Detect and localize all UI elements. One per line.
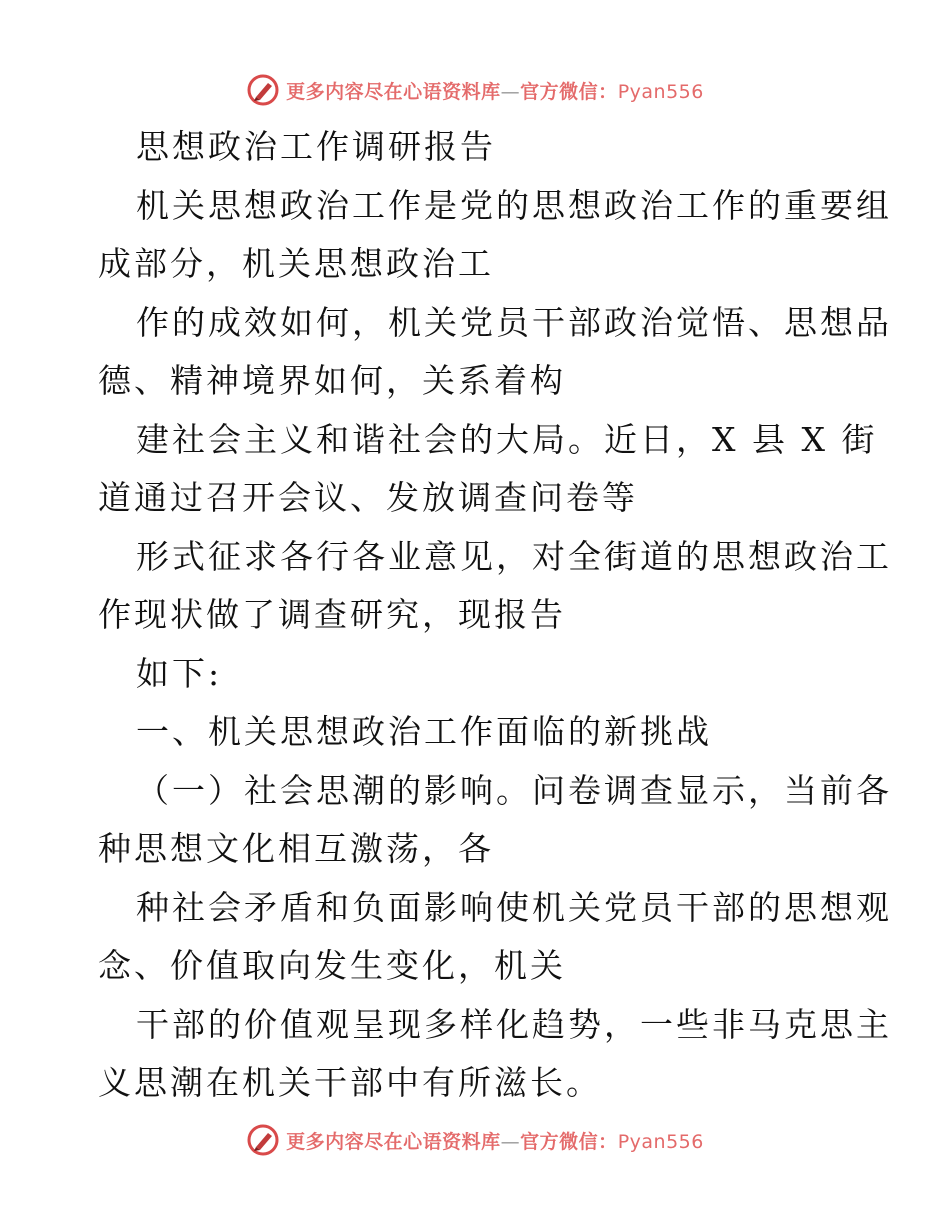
watermark-text: 更多内容尽在心语资料库—官方微信：Pyan556 [286, 80, 704, 103]
header-watermark [0, 70, 950, 110]
paragraph-line: 种社会矛盾和负面影响使机关党员干部的思想观 [136, 887, 892, 927]
paragraph-line: 义思潮在机关干部中有所滋长。 [98, 1063, 602, 1102]
paragraph-line: 种思想文化相互激荡，各 [98, 829, 494, 868]
paragraph-line: 干部的价值观呈现多样化趋势，一些非马克思主 [136, 1004, 892, 1044]
paragraph-line: 道通过召开会议、发放调查问卷等 [98, 478, 638, 517]
paragraph-line: 形式征求各行各业意见，对全街道的思想政治工 [136, 536, 892, 576]
paragraph-line: 作的成效如何，机关党员干部政治觉悟、思想品 [136, 302, 892, 342]
document-body [98, 118, 892, 1113]
paragraph-line: 作现状做了调查研究，现报告 [98, 595, 566, 634]
paragraph-line: 德、精神境界如何，关系着构 [98, 361, 566, 400]
paragraph-line: 如下: [136, 653, 223, 693]
paragraph-line: 一、机关思想政治工作面临的新挑战 [136, 712, 712, 751]
watermark-text: 更多内容尽在心语资料库—官方微信：Pyan556 [286, 1130, 704, 1153]
paragraph-line: 建社会主义和谐社会的大局。近日，X 县 X 街 [136, 419, 878, 459]
paragraph-line: 机关思想政治工作是党的思想政治工作的重要组 [136, 185, 892, 225]
pen-logo-icon [246, 73, 280, 107]
footer-watermark [0, 1120, 950, 1160]
paragraph-line: （一）社会思潮的影响。问卷调查显示，当前各 [136, 770, 892, 810]
paragraph-line: 成部分，机关思想政治工 [98, 244, 494, 283]
pen-logo-icon [246, 1123, 280, 1157]
paragraph-line: 念、价值取向发生变化，机关 [98, 946, 566, 985]
paragraph-line: 思想政治工作调研报告 [136, 127, 496, 166]
